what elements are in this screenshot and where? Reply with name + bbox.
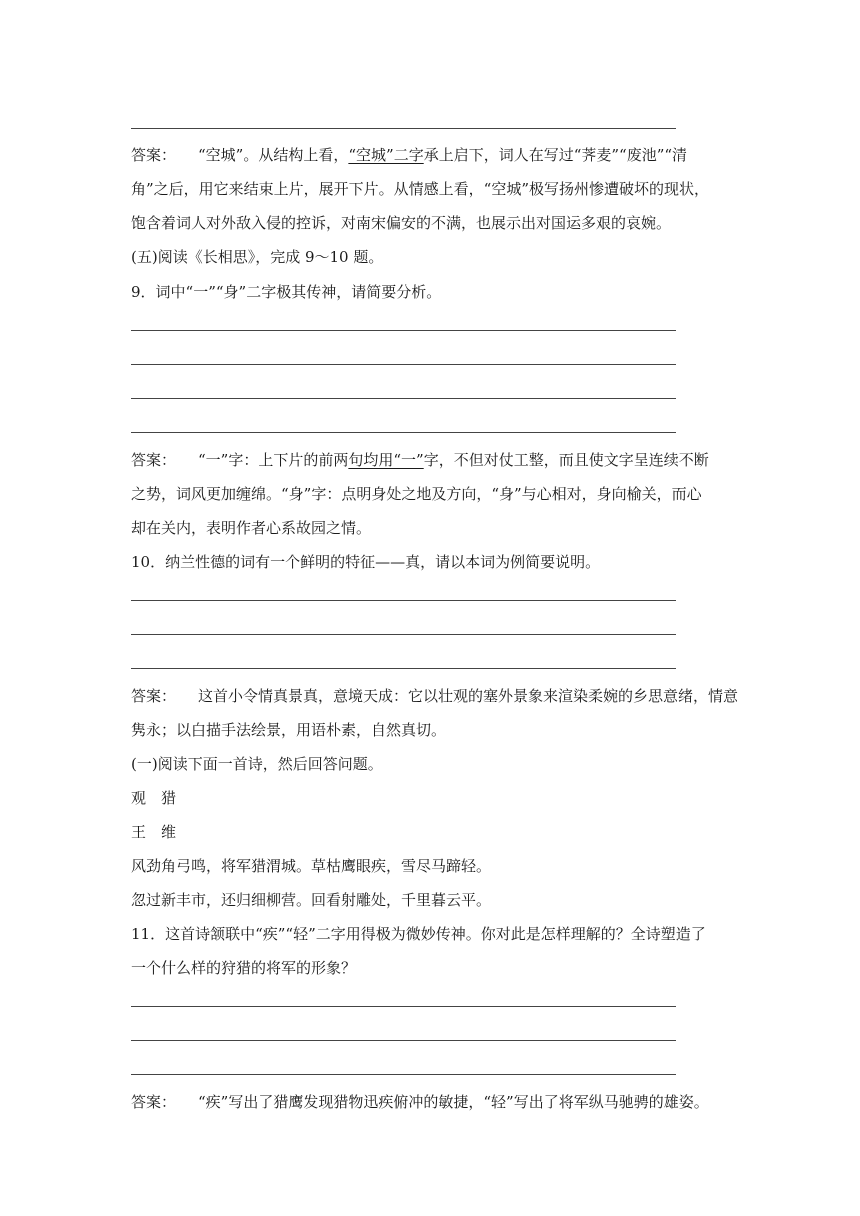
q9-answer-line-3: 却在关内，表明作者心系故园之情。 bbox=[131, 519, 372, 537]
poem-title: 观 猎 bbox=[131, 789, 177, 807]
q10-answer-line-2: 隽永；以白描手法绘景，用语朴素，自然真切。 bbox=[131, 721, 447, 739]
answer-label: 答案： bbox=[131, 451, 177, 469]
q9-question: 9．词中“一”“身”二字极其传神，请简要分析。 bbox=[131, 283, 442, 301]
q11-question-line-1: 11．这首诗颔联中“疾”“轻”二字用得极为微妙传神。你对此是怎样理解的？全诗塑造了 bbox=[131, 925, 706, 943]
answer-blank-line bbox=[131, 330, 676, 331]
q10-answer-line-1: 答案： 这首小令情真景真，意境天成：它以壮观的塞外景象来渲染柔婉的乡思意绪，情意 bbox=[131, 687, 739, 705]
underlined-text: “空城”二字 bbox=[348, 146, 424, 164]
answer-blank-line bbox=[131, 1040, 676, 1041]
answer-blank-line bbox=[131, 668, 676, 669]
underlined-text: 句均用“一” bbox=[348, 451, 424, 469]
answer-blank-line bbox=[131, 600, 676, 601]
q8-answer-line-3: 饱含着词人对外敌入侵的控诉，对南宋偏安的不满，也展示出对国运多艰的哀婉。 bbox=[131, 214, 672, 232]
answer-blank-line bbox=[131, 1006, 676, 1007]
poem-author: 王 维 bbox=[131, 823, 177, 841]
q8-answer-line-1: 答案： “空城”。从结构上看，“空城”二字承上启下，词人在写过“荠麦”“废池”“清 bbox=[131, 146, 688, 164]
poem-line-1: 风劲角弓鸣，将军猎渭城。草枯鹰眼疾，雪尽马蹄轻。 bbox=[131, 857, 492, 875]
answer-blank-line bbox=[131, 128, 676, 129]
answer-label: 答案： bbox=[131, 146, 177, 164]
q11-question-line-2: 一个什么样的狩猎的将军的形象？ bbox=[131, 959, 357, 977]
answer-label: 答案： bbox=[131, 1093, 177, 1111]
answer-blank-line bbox=[131, 634, 676, 635]
section-5-intro: (五)阅读《长相思》，完成 9～10 题。 bbox=[131, 248, 384, 266]
answer-blank-line bbox=[131, 398, 676, 399]
poem-line-2: 忽过新丰市，还归细柳营。回看射雕处，千里暮云平。 bbox=[131, 891, 492, 909]
q9-answer-line-1: 答案： “一”字：上下片的前两句均用“一”字，不但对仗工整，而且使文字呈连续不断 bbox=[131, 451, 709, 469]
answer-label: 答案： bbox=[131, 687, 177, 705]
answer-blank-line bbox=[131, 364, 676, 365]
answer-blank-line bbox=[131, 432, 676, 433]
q11-answer-line-1: 答案： “疾”写出了猎鹰发现猎物迅疾俯冲的敏捷，“轻”写出了将军纵马驰骋的雄姿。 bbox=[131, 1093, 709, 1111]
q8-answer-line-2: 角”之后，用它来结束上片，展开下片。从情感上看，“空城”极写扬州惨遭破坏的现状， bbox=[131, 180, 710, 198]
q9-answer-line-2: 之势，词风更加缠绵。“身”字：点明身处之地及方向，“身”与心相对，身向榆关，而心 bbox=[131, 485, 702, 503]
section-1-intro: (一)阅读下面一首诗，然后回答问题。 bbox=[131, 755, 383, 773]
q10-question: 10．纳兰性德的词有一个鲜明的特征——真，请以本词为例简要说明。 bbox=[131, 553, 601, 571]
answer-blank-line bbox=[131, 1074, 676, 1075]
